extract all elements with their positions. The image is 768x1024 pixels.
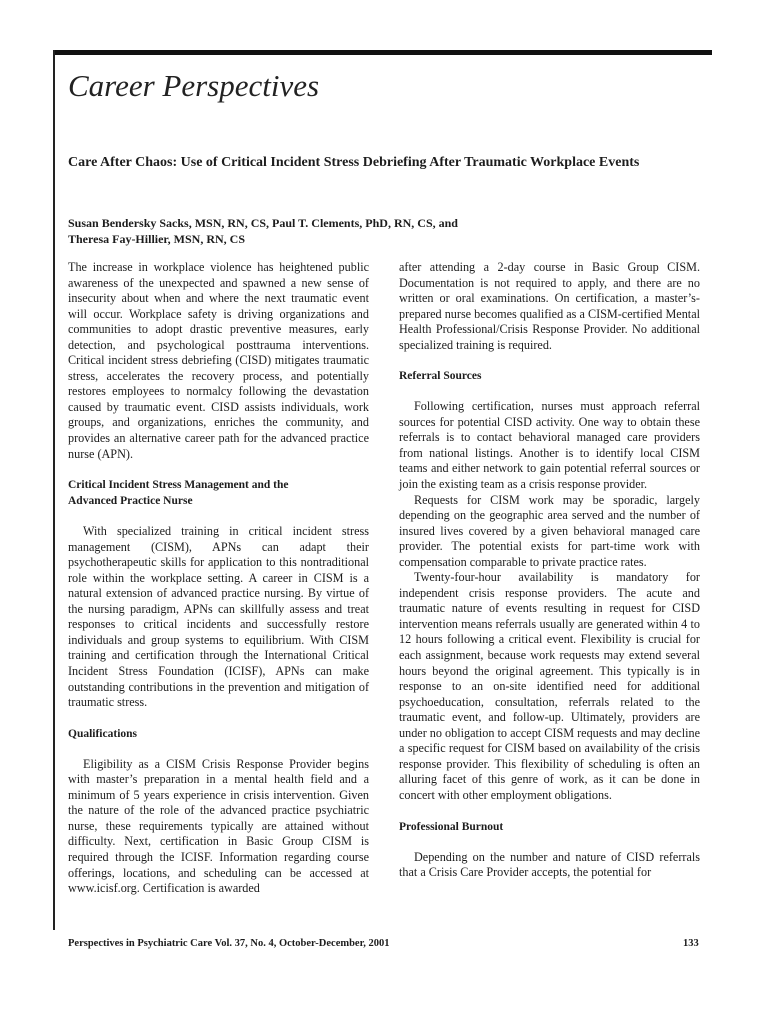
paragraph-eligibility: Eligibility as a CISM Crisis Response Provider begins with master’s preparation in a mental health field and a minimum of 5 years experience in crisis intervention. Given the nature of the role of the advanced practice psychiatric nurse, these requirements typically are attained without difficulty. Next, certification in Basic Group CISM is required through the ICISF. Information regarding course offerings, locations, and scheduling can be accessed at www.icisf.org. Certification is awarded <box>68 756 369 896</box>
heading-referral-sources: Referral Sources <box>399 370 482 383</box>
top-rule <box>53 50 712 55</box>
heading-qualifications: Qualifications <box>68 727 138 740</box>
intro-paragraph: The increase in workplace violence has heightened public awareness of the unexpected and spawned a new sense of insecurity about when and where the next traumatic event will occur. Workplace safety is driving organizations and communities to adopt drastic preventive measures, early detection, and psychological posttrauma interventions. Critical incident stress debriefing (CISD) mitigates traumatic stress, accelerates the recovery process, and potentially restores employees to normalcy following the devastation caused by traumatic event. CISD assists individuals, work groups, and organizations, enriches the community, and provides an alternative career path for the advanced practice nurse (APN). <box>68 260 369 461</box>
paragraph-requests: Requests for CISM work may be sporadic, largely depending on the geographic area served and the number of insured lives covered by a given behavioral managed care provider. The potential exists for part-time work with compensation comparable to private practice rates. <box>399 492 700 569</box>
footer-journal-citation: Perspectives in Psychiatric Care Vol. 37, No. 4, October-December, 2001 <box>68 938 390 949</box>
article-title: Care After Chaos: Use of Critical Incident Stress Debriefing After Traumatic Workplace Events <box>68 155 640 170</box>
heading-professional-burnout: Professional Burnout <box>399 820 504 833</box>
heading-cism-apn-line-2: Advanced Practice Nurse <box>68 495 193 508</box>
section-title: Career Perspectives <box>68 68 320 103</box>
paragraph-burnout: Depending on the number and nature of CISD referrals that a Crisis Care Provider accepts, the potential for <box>399 849 700 880</box>
paragraph-availability: Twenty-four-hour availability is mandatory for independent crisis response providers. The acute and traumatic nature of events resulting in request for CISD intervention means referrals usually are generated within 4 to 12 hours following a critical event. Flexibility is crucial for each assignment, because work requests may extend several hours beyond the original agreement. This typically is in response to an on-site identified need for additional psychoeducation, consultation, referrals related to the traumatic event, and follow-up. Ultimately, providers are under no obligation to accept CISM requests and may decline a specific request for CISM based on availability of the crisis response provider. This flexibility of scheduling is often an alluring facet of this genre of work, as it can be done in concert with other employment obligations. <box>399 570 700 802</box>
heading-cism-apn <box>68 477 369 509</box>
page-number: 133 <box>683 938 699 949</box>
authors-line-2: Theresa Fay-Hillier, MSN, RN, CS <box>68 232 245 246</box>
paragraph-specialized-training: With specialized training in critical incident stress management (CISM), APNs can adapt their psychotherapeutic skills for application to this nontraditional role within the workplace setting. A career in CISM is a natural extension of advanced practice nursing. By virtue of the nursing paradigm, APNs can skillfully assess and treat responses to critical incidents and successfully restore individuals and group systems to equilibrium. With CISM training and certification through the International Critical Incident Stress Foundation (ICISF), APNs can make outstanding contributions in the prevention and mitigation of traumatic stress. <box>68 524 369 710</box>
paragraph-continued: after attending a 2-day course in Basic Group CISM. Documentation is not required to apply, and there are no written or oral examinations. On certification, a master’s-prepared nurse becomes qualified as a CISM-certified Mental Health Professional/Crisis Response Provider. No additional specialized training is required. <box>399 260 700 352</box>
left-column <box>68 260 369 897</box>
paragraph-certification-referrals: Following certification, nurses must approach referral sources for potential CISD activity. One way to obtain these referrals is to contact behavioral managed care providers from national listings. Another is to identify local CISM teams and either network to gain potential referral sources or join the existing team as a crisis response provider. <box>399 399 700 492</box>
right-column <box>399 260 700 881</box>
heading-cism-apn-line-1: Critical Incident Stress Management and the <box>68 479 289 492</box>
authors-line-1: Susan Bendersky Sacks, MSN, RN, CS, Paul T. Clements, PhD, RN, CS, and <box>68 216 458 230</box>
authors <box>68 215 688 247</box>
left-margin-rule <box>53 50 55 930</box>
